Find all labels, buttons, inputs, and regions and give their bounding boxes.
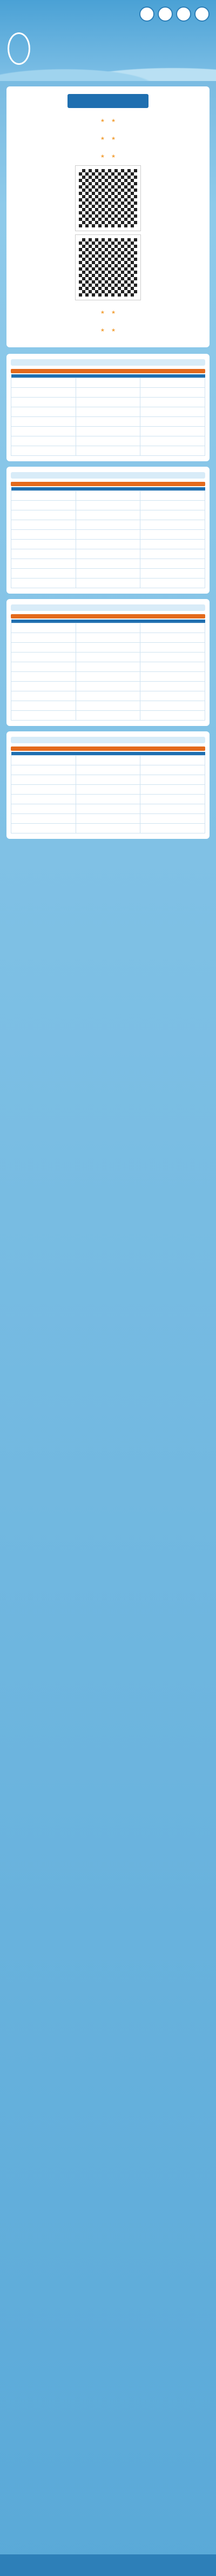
table-cell [11, 491, 76, 501]
table-cell [76, 388, 140, 398]
table-cell [140, 691, 205, 701]
table-cell [140, 682, 205, 691]
table-cell [11, 427, 76, 436]
table-cell [140, 446, 205, 456]
program-table [11, 487, 205, 588]
table-row [11, 520, 205, 530]
table-cell [11, 682, 76, 691]
table-cell [76, 559, 140, 569]
table-row [11, 623, 205, 633]
program-block [6, 467, 210, 594]
table-row [11, 388, 205, 398]
program-block-title [11, 359, 205, 366]
table-cell [140, 398, 205, 407]
table-cell [140, 569, 205, 579]
theme-heading [13, 116, 203, 126]
program-block [6, 731, 210, 839]
table-cell [76, 804, 140, 814]
table-cell [76, 579, 140, 588]
logo-2 [158, 6, 173, 22]
table-row [11, 417, 205, 427]
table-cell [140, 756, 205, 765]
footer [0, 2554, 216, 2576]
program-block [6, 599, 210, 726]
table-cell [11, 407, 76, 417]
table-cell [76, 701, 140, 711]
table-cell [140, 378, 205, 388]
table-cell [11, 662, 76, 672]
program-table [11, 752, 205, 833]
table-cell [11, 501, 76, 510]
program-block-title [11, 604, 205, 611]
info-card [6, 86, 210, 347]
program-section [0, 354, 216, 839]
table-cell [11, 804, 76, 814]
table-cell [76, 765, 140, 775]
table-cell [11, 388, 76, 398]
table-cell [11, 691, 76, 701]
table-cell [76, 623, 140, 633]
table-cell [140, 407, 205, 417]
notice-ribbon [68, 94, 148, 108]
table-row [11, 765, 205, 775]
table-cell [76, 662, 140, 672]
program-block-title [11, 472, 205, 479]
table-row [11, 756, 205, 765]
table-cell [76, 775, 140, 785]
table-cell [11, 378, 76, 388]
table-cell [76, 672, 140, 682]
table-cell [76, 824, 140, 833]
table-cell [140, 643, 205, 653]
table-cell [140, 653, 205, 662]
table-row [11, 643, 205, 653]
table-row [11, 427, 205, 436]
table-row [11, 691, 205, 701]
table-cell [140, 549, 205, 559]
table-cell [11, 579, 76, 588]
table-cell [11, 436, 76, 446]
table-row [11, 436, 205, 446]
program-block [6, 354, 210, 461]
table-cell [11, 510, 76, 520]
table-cell [76, 814, 140, 824]
table-cell [140, 427, 205, 436]
table-cell [76, 691, 140, 701]
program-table [11, 374, 205, 456]
table-row [11, 711, 205, 721]
program-heading [13, 325, 203, 335]
table-cell [76, 446, 140, 456]
table-cell [76, 540, 140, 549]
table-cell [11, 540, 76, 549]
table-cell [76, 436, 140, 446]
table-cell [11, 633, 76, 643]
table-cell [76, 501, 140, 510]
table-cell [140, 672, 205, 682]
table-cell [11, 814, 76, 824]
table-row [11, 579, 205, 588]
table-row [11, 398, 205, 407]
table-cell [11, 643, 76, 653]
registration-heading [13, 151, 203, 162]
table-cell [76, 653, 140, 662]
table-cell [140, 579, 205, 588]
table-cell [76, 427, 140, 436]
table-cell [76, 398, 140, 407]
logo-4 [194, 6, 210, 22]
table-cell [11, 559, 76, 569]
table-cell [11, 672, 76, 682]
table-row [11, 795, 205, 804]
table-cell [140, 824, 205, 833]
table-cell [76, 407, 140, 417]
table-cell [11, 824, 76, 833]
table-cell [140, 775, 205, 785]
table-row [11, 672, 205, 682]
table-cell [140, 804, 205, 814]
table-cell [11, 520, 76, 530]
table-cell [140, 436, 205, 446]
table-cell [140, 540, 205, 549]
table-row [11, 682, 205, 691]
table-cell [140, 765, 205, 775]
table-row [11, 446, 205, 456]
time-place-heading [13, 133, 203, 144]
program-block-title [11, 737, 205, 743]
table-cell [11, 417, 76, 427]
table-cell [76, 785, 140, 795]
table-row [11, 491, 205, 501]
table-cell [76, 510, 140, 520]
table-row [11, 662, 205, 672]
logo-1 [139, 6, 154, 22]
table-cell [140, 795, 205, 804]
table-cell [140, 785, 205, 795]
table-cell [140, 530, 205, 540]
table-row [11, 549, 205, 559]
program-block-subtitle [11, 369, 205, 373]
table-row [11, 407, 205, 417]
table-cell [11, 549, 76, 559]
table-cell [11, 785, 76, 795]
table-cell [76, 682, 140, 691]
table-row [11, 530, 205, 540]
table-row [11, 633, 205, 643]
table-cell [11, 775, 76, 785]
program-block-subtitle [11, 482, 205, 486]
table-cell [11, 623, 76, 633]
table-row [11, 510, 205, 520]
table-cell [76, 633, 140, 643]
table-cell [140, 417, 205, 427]
table-cell [140, 388, 205, 398]
table-row [11, 501, 205, 510]
table-cell [76, 643, 140, 653]
program-table [11, 620, 205, 721]
table-cell [11, 765, 76, 775]
decorative-wave [0, 57, 216, 81]
table-cell [140, 711, 205, 721]
table-cell [11, 711, 76, 721]
table-cell [140, 559, 205, 569]
registration-qr-code[interactable] [76, 166, 140, 231]
table-cell [11, 795, 76, 804]
table-row [11, 824, 205, 833]
table-cell [76, 530, 140, 540]
wechat-qr-code[interactable] [76, 235, 140, 300]
table-cell [76, 378, 140, 388]
table-cell [11, 701, 76, 711]
table-row [11, 785, 205, 795]
table-cell [140, 814, 205, 824]
program-block-subtitle [11, 746, 205, 751]
table-cell [11, 756, 76, 765]
table-row [11, 653, 205, 662]
table-row [11, 804, 205, 814]
table-cell [76, 711, 140, 721]
table-cell [140, 701, 205, 711]
program-block-subtitle [11, 614, 205, 618]
table-cell [140, 662, 205, 672]
table-cell [76, 795, 140, 804]
table-cell [76, 520, 140, 530]
logo-row [6, 6, 210, 22]
table-row [11, 559, 205, 569]
table-cell [76, 549, 140, 559]
table-row [11, 569, 205, 579]
table-cell [140, 520, 205, 530]
table-cell [140, 491, 205, 501]
table-cell [76, 417, 140, 427]
table-cell [11, 530, 76, 540]
table-cell [76, 491, 140, 501]
logo-3 [176, 6, 191, 22]
table-cell [140, 501, 205, 510]
table-cell [140, 633, 205, 643]
table-cell [11, 653, 76, 662]
table-cell [140, 623, 205, 633]
table-cell [76, 756, 140, 765]
table-cell [11, 569, 76, 579]
contact-heading [13, 307, 203, 318]
table-cell [140, 510, 205, 520]
table-row [11, 378, 205, 388]
table-cell [11, 398, 76, 407]
table-row [11, 775, 205, 785]
table-row [11, 540, 205, 549]
table-cell [76, 569, 140, 579]
table-cell [11, 446, 76, 456]
table-row [11, 701, 205, 711]
header-banner [0, 0, 216, 81]
table-row [11, 814, 205, 824]
